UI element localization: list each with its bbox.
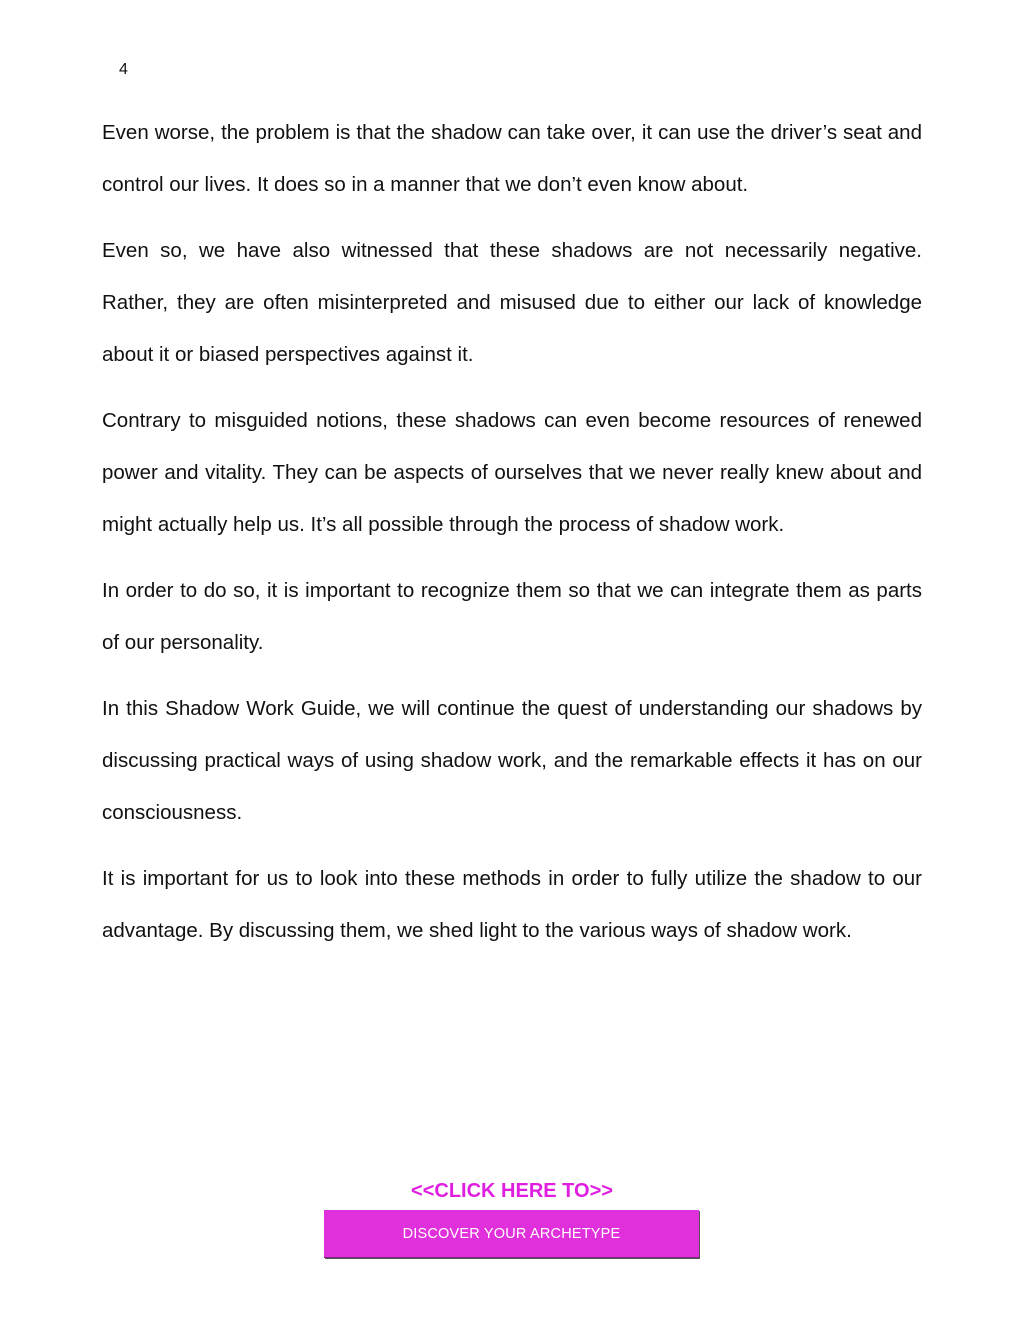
click-here-link[interactable]: <<CLICK HERE TO>> bbox=[411, 1180, 613, 1202]
discover-archetype-button[interactable]: DISCOVER YOUR ARCHETYPE bbox=[324, 1210, 699, 1258]
page-number: 4 bbox=[119, 61, 128, 78]
paragraph-3: Contrary to misguided notions, these shadows can even become resources of renewed power and vitality. They can be aspects of ourselves that we never really knew about and might actually help us. It’s all possible through the process of shadow work. bbox=[102, 409, 922, 536]
paragraph-6: It is important for us to look into these methods in order to fully utilize the shadow to our advantage. By discussing them, we shed light to the various ways of shadow work. bbox=[102, 867, 922, 942]
paragraph-1: Even worse, the problem is that the shadow can take over, it can use the driver’s seat and control our lives. It does so in a manner that we don’t even know about. bbox=[102, 121, 922, 196]
call-to-action bbox=[0, 1176, 1024, 1206]
paragraph-5: In this Shadow Work Guide, we will continue the quest of understanding our shadows by discussing practical ways of using shadow work, and the remarkable effects it has on our consciousness. bbox=[102, 697, 922, 824]
body-text bbox=[102, 107, 922, 971]
paragraph-2: Even so, we have also witnessed that these shadows are not necessarily negative. Rather, they are often misinterpreted and misused due to either our lack of knowledge about it or biased perspectives against it. bbox=[102, 239, 922, 366]
paragraph-4: In order to do so, it is important to recognize them so that we can integrate them as parts of our personality. bbox=[102, 579, 922, 654]
